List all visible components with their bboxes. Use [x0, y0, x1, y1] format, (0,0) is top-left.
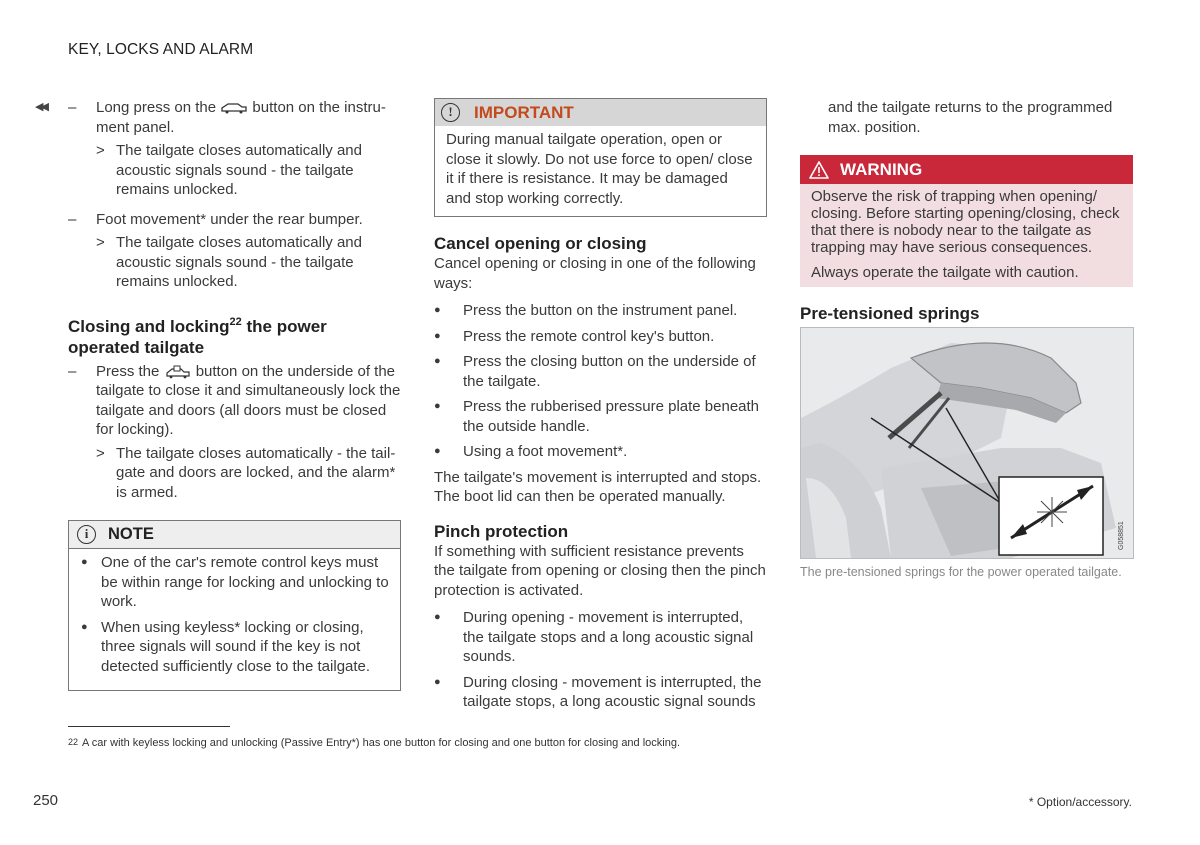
bullet: ●: [81, 556, 88, 568]
column-left: [68, 98, 401, 691]
exclamation-icon: !: [441, 103, 460, 122]
bullet: ●: [81, 620, 88, 633]
pinch-intro: If something with sufficient resistance prevents the tailgate from opening or closing then the pinch protection is activated.: [434, 542, 766, 599]
note-box: [68, 520, 401, 691]
illustration-svg: [801, 328, 1133, 558]
list-item: ● Press the rubberised pressure plate beneath the outside handle.: [434, 398, 760, 435]
section-heading-closing-locking: Closing and locking$^{22}$ the power operated tailgate: [68, 315, 327, 357]
lock-close-icon: [164, 365, 192, 379]
step-dash: –: [68, 362, 77, 380]
option-accessory-note: * Option/accessory.: [1028, 795, 1132, 809]
bullet: ●: [434, 611, 441, 623]
step-press-lock: – Press the button on the underside of the tailgate to close it and simultaneously lock the tailgate and doors (all doors must be closed for locking).: [68, 362, 401, 438]
step-result: > The tailgate closes automatically - the tailgate and doors are locked, and the alarm* is armed.: [96, 444, 396, 501]
tailgate-springs-illustration: [800, 327, 1134, 559]
note-header: [69, 521, 400, 549]
info-icon: i: [77, 525, 96, 544]
list-item: ● During opening - movement is interrupted, the tailgate stops and a long acoustic signal sounds.: [434, 609, 754, 665]
footnote-ref[interactable]: 22: [229, 315, 242, 328]
list-item: ● During closing - movement is interrupted, the tailgate stops, a long acoustic signal sounds: [434, 673, 762, 710]
continuation-text: and the tailgate returns to the programmed max. position.: [828, 99, 1113, 136]
footnote: 22 A car with keyless locking and unlocking (Passive Entry*) has one button for closing and one button for closing and locking.: [68, 737, 681, 749]
step-result: > The tailgate closes automatically and acoustic signals sound - the tailgate remains unlocked.: [96, 234, 362, 290]
important-title: IMPORTANT: [474, 102, 574, 122]
step-foot-movement: – Foot movement* under the rear bumper.: [68, 210, 363, 228]
list-item: ● Press the remote control key's button.: [434, 327, 715, 345]
warning-box: [800, 155, 1133, 287]
step-dash: –: [68, 210, 77, 228]
cancel-intro: Cancel opening or closing in one of the following ways:: [434, 255, 756, 292]
warning-header: [800, 155, 1133, 184]
warning-title: WARNING: [840, 159, 923, 179]
bullet: ●: [434, 675, 441, 688]
important-box: [434, 98, 767, 217]
page-number: 250: [33, 792, 59, 809]
image-code: G058851: [1118, 521, 1125, 550]
continued-icon: ◀◀: [35, 101, 46, 113]
bullet: ●: [434, 329, 441, 342]
column-right: [800, 98, 1133, 581]
list-item: ● Using a foot movement*.: [434, 443, 628, 460]
list-item: ● Press the closing button on the underside of the tailgate.: [434, 353, 756, 390]
bullet: ●: [434, 355, 441, 367]
cancel-outro: The tailgate's movement is interrupted and stops. The boot lid can then be operated manually.: [434, 468, 762, 505]
list-item: ● Press the button on the instrument panel.: [434, 302, 738, 319]
column-middle: [434, 98, 767, 718]
section-heading-springs: Pre-tensioned springs: [800, 304, 980, 323]
list-item: ● When using keyless* locking or closing, three signals will sound if the key is not detected sufficiently close to the tailgate.: [81, 618, 371, 675]
step-result: > The tailgate closes automatically and acoustic signals sound - the tailgate remains unlocked.: [96, 142, 362, 198]
footnote-number: 22: [68, 737, 79, 747]
step-dash: –: [68, 99, 77, 116]
step-long-press: – Long press on the button on the instrument panel.: [68, 99, 386, 136]
warning-text: Observe the risk of trapping when opening/ closing. Before starting opening/closing, check that there is nobody near to the tailgate as trapping may have serious consequences.: [811, 188, 1120, 256]
figure-caption: The pre-tensioned springs for the power operated tailgate.: [800, 565, 1122, 579]
warning-triangle-icon: [808, 160, 830, 180]
note-title: NOTE: [108, 524, 154, 543]
important-header: [435, 99, 766, 126]
section-heading-pinch: Pinch protection: [434, 521, 569, 541]
bullet: ●: [434, 445, 441, 457]
warning-text: Always operate the tailgate with caution.: [811, 264, 1079, 281]
bullet: ●: [434, 304, 441, 316]
car-tailgate-icon: [220, 101, 248, 115]
page-header: KEY, LOCKS AND ALARM: [68, 41, 254, 58]
section-heading-cancel: Cancel opening or closing: [434, 234, 647, 253]
list-item: ● One of the car's remote control keys must be within range for locking and unlocking to work.: [81, 554, 389, 610]
bullet: ●: [434, 400, 441, 412]
important-body: During manual tailgate operation, open or close it slowly. Do not use force to open/ close it if there is resistance. It may be damaged and stop working correctly.: [446, 131, 753, 207]
footnote-divider: [68, 726, 230, 727]
